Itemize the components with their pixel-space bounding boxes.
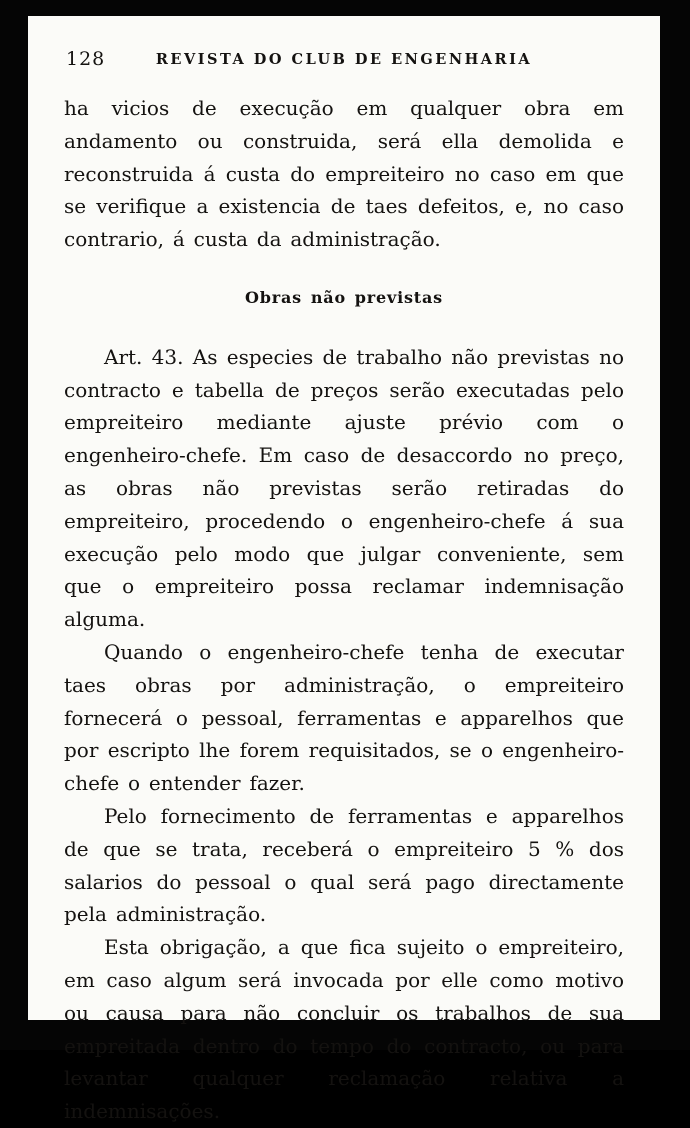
journal-title: REVISTA DO CLUB DE ENGENHARIA: [155, 51, 533, 68]
scanned-page: [28, 16, 660, 1124]
paragraph: Quando o engenheiro-chefe tenha de executar taes obras por administração, o empreiteiro fornecerá o pessoal, ferramentas e apparelhos que por escripto lhe forem requisitados, se o engenheiro-chefe o entender fazer.: [64, 639, 624, 796]
page-number: 128: [66, 48, 106, 70]
paragraph: Esta obrigação, a que fica sujeito o empreiteiro, em caso algum será invocada por elle como motivo ou causa para não concluir os trabalhos de sua empreitada dentro do tempo do contracto, ou para levantar qualquer reclamação relativa a indemnisações.: [64, 935, 624, 1124]
paragraph-art-43: Art. 43. As especies de trabalho não previstas no contracto e tabella de preços serão executadas pelo empreiteiro mediante ajuste prévio com o engenheiro-chefe. Em caso de desaccordo no preço, as obras não previstas serão retiradas do empreiteiro, procedendo o engenheiro-chefe á sua execução pelo modo que julgar conveniente, sem que o empreiteiro possa reclamar indemnisação alguma.: [64, 344, 624, 632]
continuation-paragraph: ha vicios de execução em qualquer obra em andamento ou construida, será ella demolida e reconstruida á custa do empreiteiro no caso em que se verifique a existencia de taes defeitos, e, no caso contrario, á custa da administração.: [64, 96, 624, 252]
section-heading: Obras não previstas: [245, 287, 443, 307]
running-header: [64, 46, 624, 74]
page-body: [64, 92, 624, 1128]
paragraph: Pelo fornecimento de ferramentas e apparelhos de que se trata, receberá o empreiteiro 5 % dos salarios do pessoal o qual será pago directamente pela administração.: [64, 803, 624, 927]
